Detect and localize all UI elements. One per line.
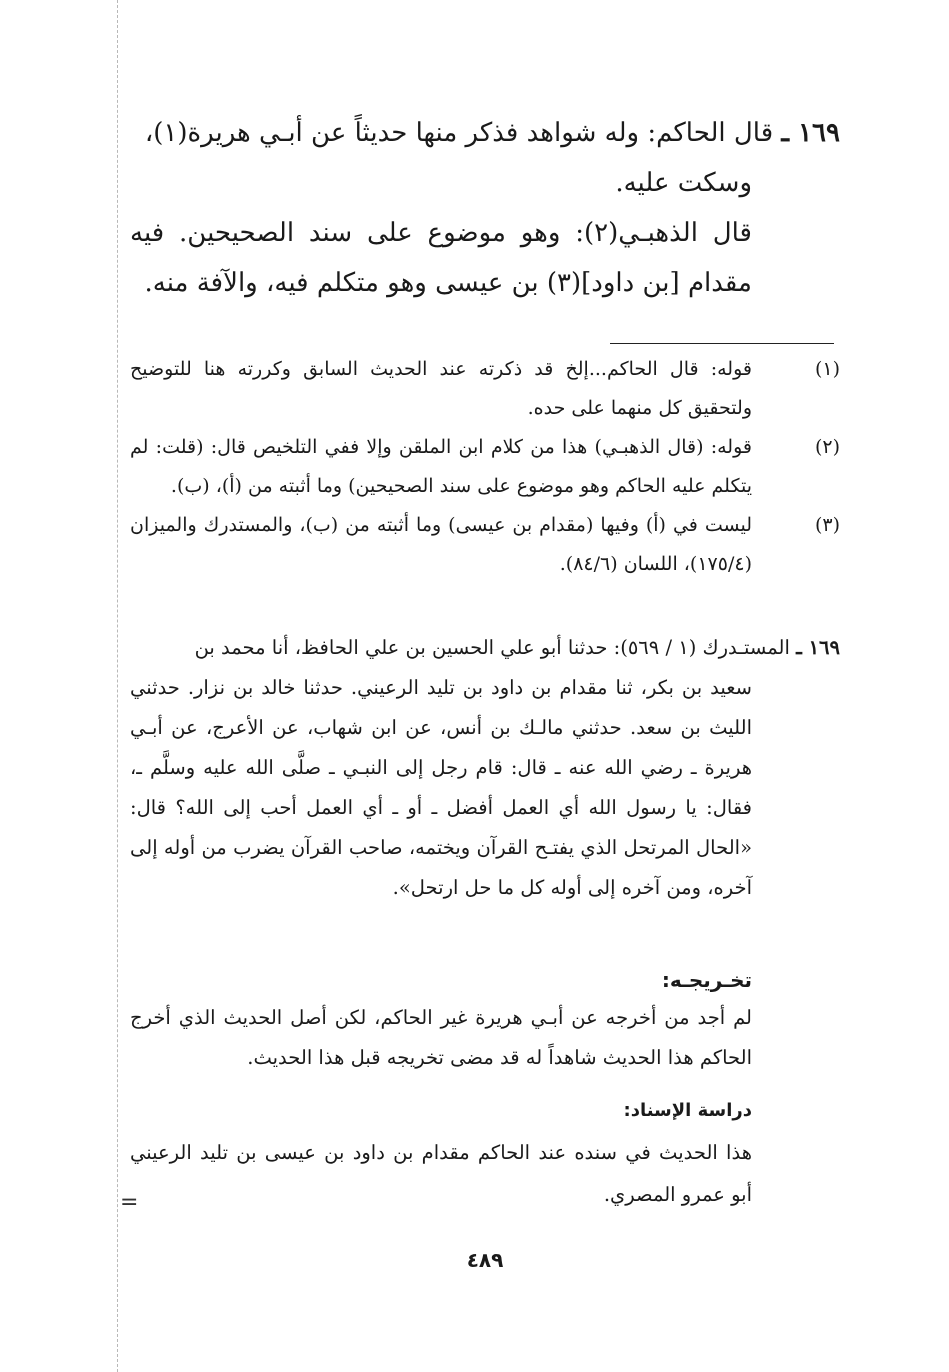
footnote-1 bbox=[130, 350, 840, 428]
isnad-text: هذا الحديث في سنده عند الحاكم مقدام بن داود بن عيسى بن تليد الرعيني أبو عمرو المصري. bbox=[130, 1141, 752, 1206]
dhahabi-comment: قال الذهبـي(٢): وهو موضوع على سند الصحيحين. فيه مقدام [بن داود](٣) بن عيسى وهو متكلم فيه، والآفة منه. bbox=[130, 218, 752, 298]
footnote-3 bbox=[130, 506, 840, 584]
footnote-mark: (٣) bbox=[814, 514, 840, 536]
entry-first-line: المستـدرك (١ / ٥٦٩): حدثنا أبو علي الحسين بن علي الحافظ، أنا محمد بن bbox=[194, 636, 790, 659]
entry-text-line1: قال الحاكم: وله شواهد فذكر منها حديثاً عن أبـي هريرة(١)، bbox=[144, 118, 774, 148]
footnote-mark: (١) bbox=[814, 358, 840, 380]
takhrij-heading: تخـريجـه: bbox=[661, 968, 752, 992]
footnote-text: ليست في (أ) وفيها (مقدام بن عيسى) وما أثبته من (ب)، والمستدرك والميزان (١٧٥/٤)، اللسان (٨٤/٦). bbox=[130, 514, 752, 575]
takhrij-text: لم أجد من أخرجه عن أبـي هريرة غير الحاكم، لكن أصل الحديث الذي أخرج الحاكم هذا الحديث شاهداً له قد مضى تخريجه قبل هذا الحديث. bbox=[130, 1006, 752, 1069]
entry-text-line2: وسكت عليه. bbox=[615, 168, 752, 198]
entry-number: ١٦٩ ـ bbox=[781, 118, 840, 148]
footnote-mark: (٢) bbox=[814, 436, 840, 458]
footnote-2 bbox=[130, 428, 840, 506]
hadith-169-entry bbox=[130, 108, 840, 208]
mustadrak-entry bbox=[130, 628, 840, 908]
continuation-mark: = bbox=[120, 1190, 139, 1215]
page-number: ٤٨٩ bbox=[466, 1248, 504, 1272]
footnote-text: قوله: قال الحاكم...إلخ قد ذكرته عند الحديث السابق وكررته هنا للتوضيح ولتحقيق كل منهما على حده. bbox=[130, 358, 752, 419]
entry-number: ١٦٩ ـ bbox=[796, 636, 840, 659]
footnotes bbox=[130, 350, 840, 584]
document-page bbox=[130, 0, 840, 1372]
entry-body: سعيد بن بكر، ثنا مقدام بن داود بن تليد الرعيني. حدثنا خالد بن نزار. حدثني الليث بن سعد. حدثني مالـك بن أنس، عن ابن شهاب، عن الأعرج، عن أبـي هريرة ـ رضي الله عنه ـ قال: قام رجل إلى النبـي ـ صلَّى الله عليه وسلَّم ـ، فقال: يا رسول الله أي العمل أفضل ـ أو ـ أي العمل أحب إلى الله؟ قال: «الحال المرتحل الذي يفتـح القرآن ويختمه، صاحب القرآن يضرب من أوله إلى آخره، ومن آخره إلى أوله كل ما حل ارتحل». bbox=[130, 676, 752, 899]
scan-margin-line bbox=[117, 0, 118, 1372]
footnote-text: قوله: (قال الذهبـي) هذا من كلام ابن الملقن وإلا ففي التلخيص قال: (قلت: لم يتكلم عليه الحاكم وهو موضوع على سند الصحيحين) وما أثبته من (أ)، (ب). bbox=[130, 436, 752, 497]
isnad-heading: دراسة الإسناد: bbox=[623, 1100, 752, 1121]
footnote-separator bbox=[610, 343, 834, 344]
